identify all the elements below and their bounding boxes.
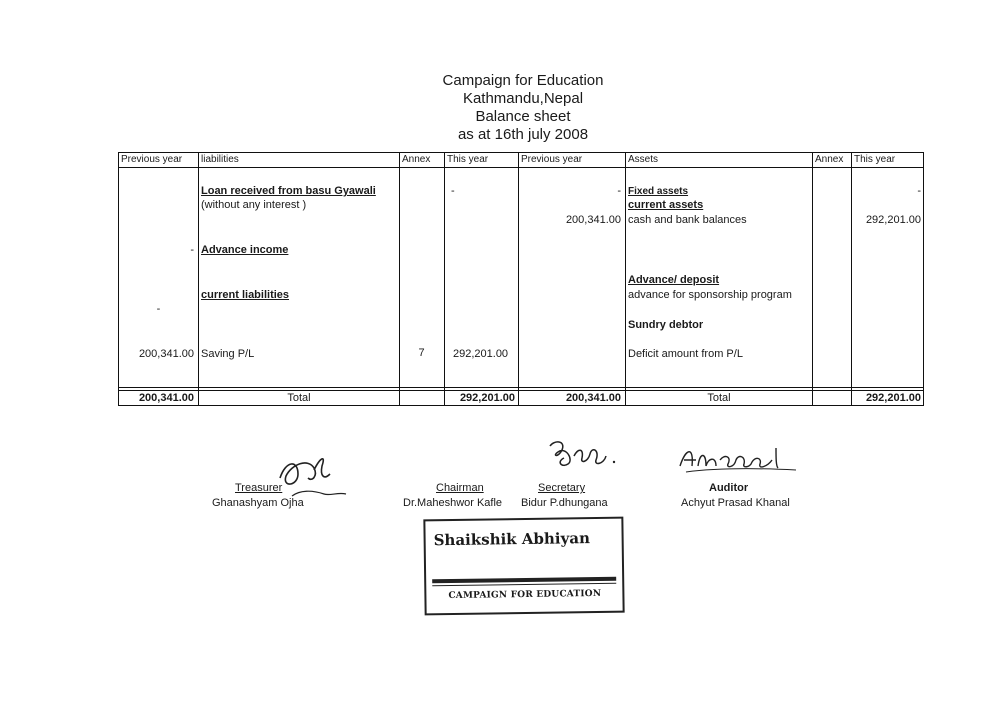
total-label-assets: Total [707, 392, 731, 404]
secretary-name: Bidur P.dhungana [521, 497, 608, 509]
saving-annex: 7 [418, 347, 425, 359]
advance-income-label: Advance income [201, 244, 289, 256]
chairman-role: Chairman [436, 482, 484, 494]
secretary-signature-icon [544, 436, 624, 476]
auditor-signature-icon [676, 442, 806, 478]
current-liabilities-label: current liabilities [201, 289, 290, 301]
fixed-assets-label: Fixed assets [628, 186, 689, 197]
header-previous-year-liabilities: Previous year [121, 154, 183, 165]
cash-this-year: 292,201.00 [865, 214, 921, 226]
header-this-year-assets: This year [854, 154, 896, 165]
column-divider [444, 153, 445, 405]
loan-this-year: - [451, 185, 455, 197]
saving-this-year: 292,201.00 [453, 348, 509, 360]
current-assets-label: current assets [628, 199, 704, 211]
auditor-role: Auditor [709, 482, 749, 494]
stamp-bottom-text: CAMPAIGN FOR EDUCATION [448, 588, 602, 602]
cash-label: cash and bank balances [628, 214, 747, 226]
header-liabilities: liabilities [201, 154, 239, 165]
secretary-role: Secretary [538, 482, 586, 494]
report-name: Balance sheet [475, 108, 571, 125]
header-assets: Assets [628, 154, 659, 165]
organization-stamp [423, 517, 624, 616]
current-liabilities-previous-year: - [156, 303, 161, 315]
saving-previous-year: 200,341.00 [138, 348, 194, 360]
total-divider [119, 387, 923, 388]
advance-sponsorship-label: advance for sponsorship program [628, 289, 792, 301]
column-divider [399, 153, 400, 405]
sundry-debtor-label: Sundry debtor [628, 319, 704, 331]
total-previous-year-assets: 200,341.00 [565, 392, 621, 404]
cash-previous-year: 200,341.00 [565, 214, 621, 226]
org-location: Kathmandu,Nepal [462, 90, 584, 107]
header-this-year-liabilities: This year [447, 154, 489, 165]
total-label-liabilities: Total [287, 392, 311, 404]
fixed-assets-previous-year: - [617, 185, 621, 197]
column-divider [198, 153, 199, 405]
deficit-label: Deficit amount from P/L [628, 348, 743, 360]
header-previous-year-assets: Previous year [521, 154, 583, 165]
treasurer-role: Treasurer [235, 482, 283, 494]
report-date: as at 16th july 2008 [457, 126, 589, 143]
treasurer-name: Ghanashyam Ojha [212, 497, 304, 509]
header-annex-liabilities: Annex [402, 154, 431, 165]
header-divider [119, 167, 923, 168]
header-annex-assets: Annex [815, 154, 844, 165]
saving-label: Saving P/L [201, 348, 255, 360]
stamp-divider-thin [432, 583, 616, 587]
advance-income-previous-year: - [190, 244, 194, 256]
fixed-assets-this-year: - [917, 185, 921, 197]
auditor-name: Achyut Prasad Khanal [681, 497, 790, 509]
loan-note: (without any interest ) [201, 199, 307, 211]
loan-label: Loan received from basu Gyawali [201, 185, 376, 197]
chairman-name: Dr.Maheshwor Kafle [403, 497, 503, 509]
column-divider [625, 153, 626, 405]
total-divider-double [119, 390, 923, 391]
stamp-top-text: Shaikshik Abhiyan [433, 529, 591, 550]
column-divider [812, 153, 813, 405]
advance-deposit-label: Advance/ deposit [628, 274, 720, 286]
total-this-year-assets: 292,201.00 [865, 392, 921, 404]
total-this-year-liabilities: 292,201.00 [459, 392, 515, 404]
document-title [0, 72, 999, 144]
balance-sheet-table [118, 152, 924, 406]
org-name: Campaign for Education [442, 72, 604, 89]
total-previous-year-liabilities: 200,341.00 [138, 392, 194, 404]
